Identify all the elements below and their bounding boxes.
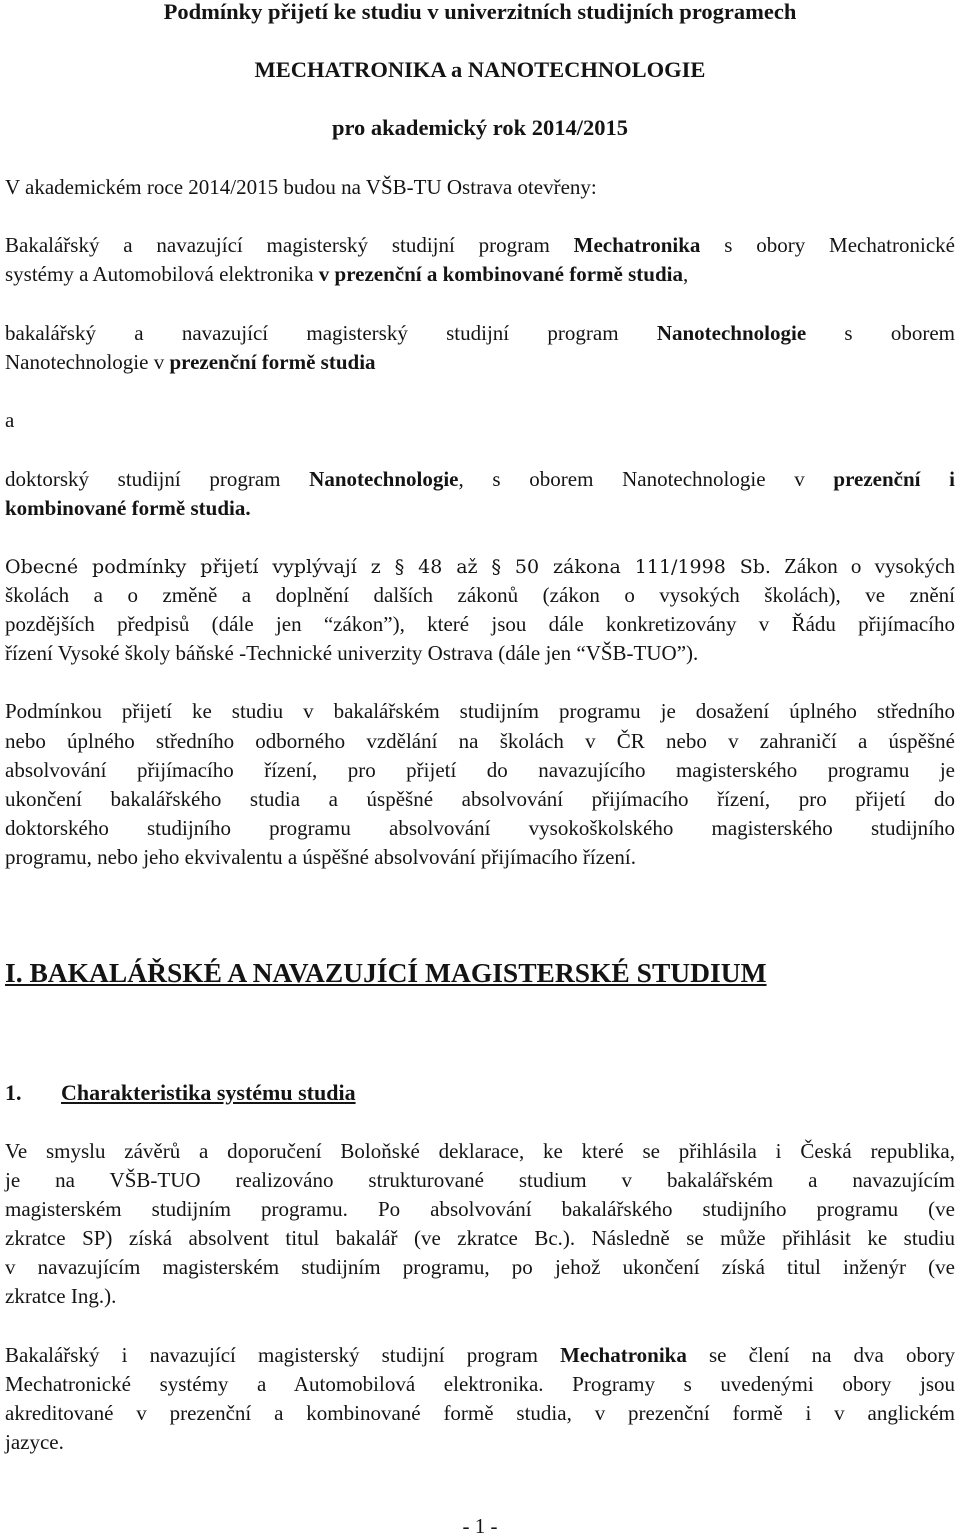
condition-line-2: nebo úplného středního odborného vzdělání na školách v ČR nebo v zahraničí a úspěšné (5, 729, 955, 753)
intro-paragraph-1-line-2: systémy a Automobilová elektronika v prezenční a kombinované formě studia, (5, 262, 689, 286)
document-year-title: pro akademický rok 2014/2015 (331, 115, 629, 140)
bologna-line-5: v navazujícím magisterském studijním programu, po jehož ukončení získá titul inženýr (ve (5, 1255, 955, 1279)
intro-paragraph-3-line-2: kombinované formě studia. (5, 496, 251, 520)
bologna-line-1: Ve smyslu závěrů a doporučení Boloňské deklarace, ke které se přihlásila i Česká republika, (5, 1139, 955, 1163)
bologna-line-3: magisterském studijním programu. Po absolvování bakalářského studijního programu (ve (5, 1197, 955, 1221)
mechatronika-line-2: Mechatronické systémy a Automobilová elektronika. Programy s uvedenými obory jsou (5, 1372, 955, 1396)
general-conditions-line-1: Obecné podmínky přijetí vyplývají z § 48 až § 50 zákona 111/1998 Sb. Zákon o vysokých (5, 554, 955, 578)
section-heading: I. BAKALÁŘSKÉ A NAVAZUJÍCÍ MAGISTERSKÉ STUDIUM (5, 957, 767, 988)
general-conditions-line-3: pozdějších předpisů (dále jen “zákon”), které jsou dále konkretizovány v Řádu přijímacího (5, 612, 955, 636)
bologna-line-6: zkratce Ing.). (5, 1284, 117, 1308)
condition-line-3: absolvování přijímacího řízení, pro přijetí do navazujícího magisterského programu je (5, 758, 955, 782)
condition-line-4: ukončení bakalářského studia a úspěšné absolvování přijímacího řízení, pro přijetí do (5, 787, 955, 811)
condition-line-1: Podmínkou přijetí ke studiu v bakalářském studijním programu je dosažení úplného středního (5, 699, 955, 723)
subsection-title: Charakteristika systému studia (61, 1080, 356, 1105)
intro-conjunction: a (5, 408, 15, 432)
page-number: - 1 - (462, 1514, 498, 1538)
mechatronika-line-4: jazyce. (5, 1430, 64, 1454)
intro-paragraph-2-line-1: bakalářský a navazující magisterský studijní program Nanotechnologie s oborem (5, 321, 955, 345)
mechatronika-line-1: Bakalářský i navazující magisterský studijní program Mechatronika se člení na dva obory (5, 1343, 955, 1367)
document-title: Podmínky přijetí ke studiu v univerzitních studijních programech (163, 0, 797, 24)
bologna-line-4: zkratce SP) získá absolvent titul bakalář (ve zkratce Bc.). Následně se může přihlásit ke studiu (5, 1226, 955, 1250)
condition-line-6: programu, nebo jeho ekvivalentu a úspěšné absolvování přijímacího řízení. (5, 845, 636, 869)
bologna-line-2: je na VŠB-TUO realizováno strukturované studium v bakalářském a navazujícím (5, 1168, 955, 1192)
intro-paragraph-3-line-1: doktorský studijní program Nanotechnologie, s oborem Nanotechnologie v prezenční i (5, 467, 955, 491)
general-conditions-line-4: řízení Vysoké školy báňské -Technické univerzity Ostrava (dále jen “VŠB-TUO”). (5, 641, 699, 665)
mechatronika-line-3: akreditované v prezenční a kombinované formě studia, v prezenční formě i v anglickém (5, 1401, 955, 1425)
intro-paragraph-1-line-1: Bakalářský a navazující magisterský studijní program Mechatronika s obory Mechatronické (5, 233, 955, 257)
general-conditions-line-2: školách a o změně a doplnění dalších zákonů (zákon o vysokých školách), ve znění (5, 583, 955, 607)
subsection-number: 1. (5, 1080, 22, 1105)
condition-line-5: doktorského studijního programu absolvování vysokoškolského magisterského studijního (5, 816, 955, 840)
document-programs-title: MECHATRONIKA a NANOTECHNOLOGIE (254, 57, 706, 82)
intro-paragraph-2-line-2: Nanotechnologie v prezenční formě studia (5, 350, 376, 374)
intro-line: V akademickém roce 2014/2015 budou na VŠB-TU Ostrava otevřeny: (5, 175, 597, 199)
subsection-heading (5, 1079, 955, 1107)
